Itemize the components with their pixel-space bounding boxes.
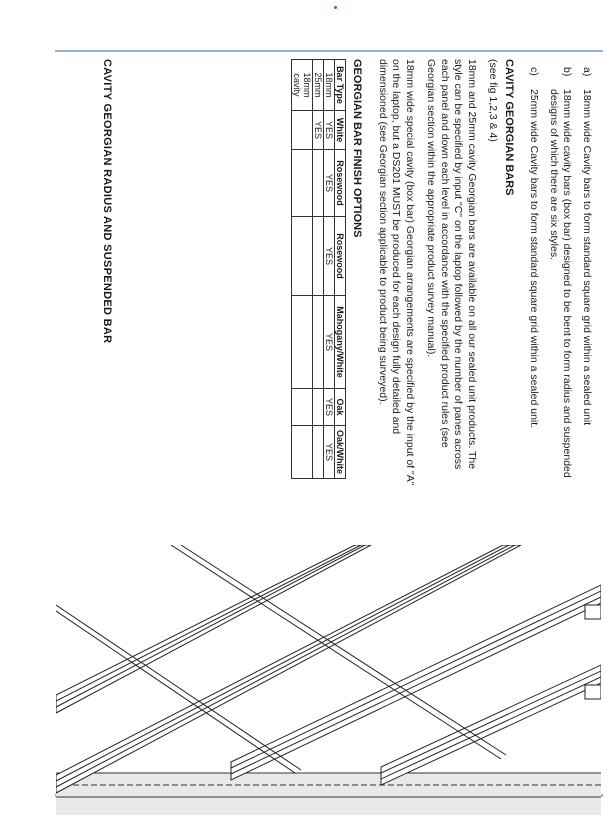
list-text: 18mm wide cavity bars (box bar) designed to be bent to form radius and suspended designs of which there are six styles. xyxy=(548,89,574,478)
cavity-heading: CAVITY GEORGIAN BARS xyxy=(503,59,515,196)
list-item xyxy=(580,59,594,489)
table-cell xyxy=(313,150,324,217)
bar-end xyxy=(585,605,601,619)
table-cell xyxy=(292,217,313,296)
see-figs: (see fig 1,2,3 & 4) xyxy=(487,59,500,142)
finish-table xyxy=(291,59,346,479)
table-cell: YES xyxy=(324,217,335,296)
table-cell xyxy=(292,426,313,479)
table-cell: YES xyxy=(324,426,335,479)
georgian-bar-illustration xyxy=(56,545,601,815)
cavity-paragraph-1: 18mm and 25mm cavity Georgian bars are available on all our sealed unit products. The style can be specified by input "C" on the laptop followed by the number of panes across each panel and down each level in accordance with the specified product rules (see Georgian section within the appropriate product survey manual). xyxy=(425,59,478,470)
table-row xyxy=(313,60,324,479)
cutoff-heading: CAVITY GEORGIAN RADIUS AND SUSPENDED BAR xyxy=(101,59,113,344)
rotated-content xyxy=(56,45,601,815)
table-cell xyxy=(292,150,313,217)
table-cell: 18mm cavity xyxy=(292,60,313,111)
cavity-paragraph-2: 18mm wide special cavity (box bar) Georgian arrangements are specified by the input of "A" on the laptop, but a DS201 MUST be produced for each design fully detailed and dimensioned (see Georgian section applicable to product being surveyed). xyxy=(377,59,416,486)
table-header: Oak xyxy=(335,389,346,426)
finish-heading: GEORGIAN BAR FINISH OPTIONS xyxy=(351,59,364,238)
table-cell xyxy=(292,296,313,389)
list-text: 18mm wide Cavity bars to form standard square grid within a sealed unit xyxy=(581,89,593,426)
table-cell xyxy=(313,296,324,389)
table-header: Rosewood xyxy=(335,217,346,296)
georgian-bar xyxy=(56,545,371,713)
table-header: Oak/White xyxy=(335,426,346,479)
list-item xyxy=(547,59,574,489)
table-cell: YES xyxy=(313,111,324,150)
table-header-row xyxy=(335,60,346,479)
spacer-shading xyxy=(56,773,601,815)
bar-end xyxy=(585,685,601,699)
list-text: 25mm wide Cavity bars to form standard square grid within a sealed unit. xyxy=(528,89,541,429)
scan-speck xyxy=(334,6,337,9)
list-letter: b) xyxy=(561,67,574,77)
table-cell xyxy=(313,426,324,479)
table-cell: 25mm xyxy=(313,60,324,111)
table-cell xyxy=(313,389,324,426)
table-header: Mahogany/White xyxy=(335,296,346,389)
table-header: White xyxy=(335,111,346,150)
table-header: Rosewood xyxy=(335,150,346,217)
table-cell: YES xyxy=(324,111,335,150)
table-cell: YES xyxy=(324,389,335,426)
table-cell: 18mm xyxy=(324,60,335,111)
table-row xyxy=(292,60,313,479)
list-letter: c) xyxy=(528,67,541,76)
text-column xyxy=(291,59,593,489)
table-cell xyxy=(313,217,324,296)
table-cell: YES xyxy=(324,296,335,389)
table-cell xyxy=(292,111,313,150)
table-cell xyxy=(292,389,313,426)
list-item xyxy=(527,59,541,489)
table-cell: YES xyxy=(324,150,335,217)
list-letter: a) xyxy=(581,67,593,77)
bar-groove xyxy=(56,545,365,707)
table-header: Bar Type xyxy=(335,60,346,111)
table-row xyxy=(324,60,335,479)
